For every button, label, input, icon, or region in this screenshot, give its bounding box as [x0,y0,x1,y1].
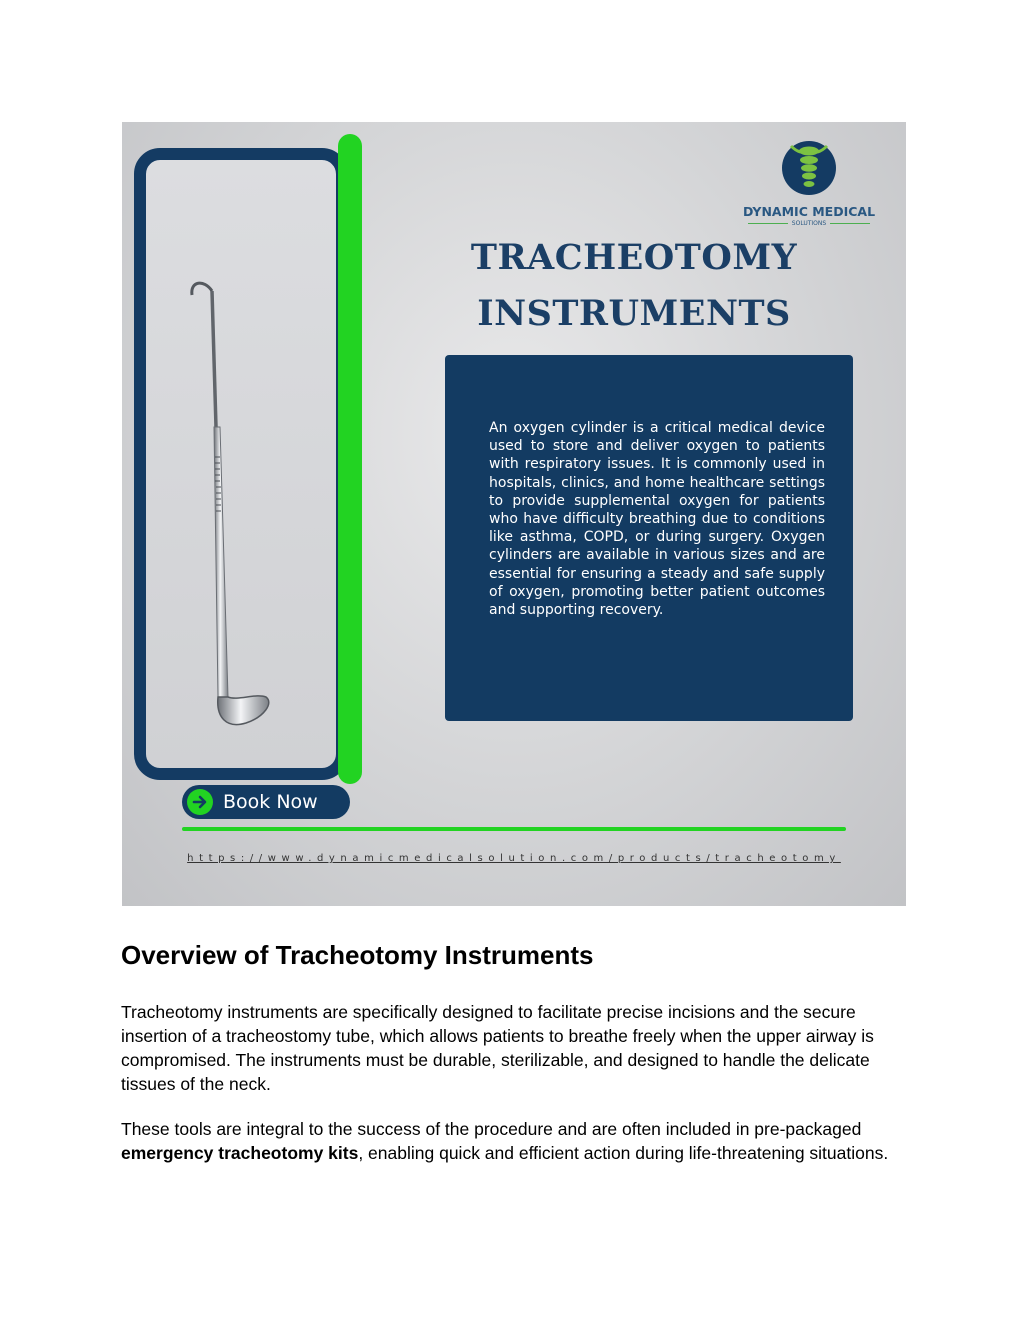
green-divider [182,827,846,831]
company-logo [734,136,884,236]
tracheal-hook-instrument-image [182,277,302,737]
green-accent-bar [338,134,362,784]
paragraph-2 [121,1117,911,1165]
paragraph-2-end: , enabling quick and efficient action during life-threatening situations. [358,1143,889,1163]
product-url[interactable]: https://www.dynamicmedicalsolution.com/products/tracheotomy [187,853,841,864]
banner-title [422,230,846,342]
banner-title-line2: INSTRUMENTS [477,293,791,334]
logo-subtitle: SOLUTIONS [734,220,884,227]
book-now-button[interactable] [182,785,350,819]
banner-title-line1: TRACHEOTOMY [470,237,798,278]
promo-banner [122,122,906,906]
description-box [445,355,853,721]
arrow-right-circle-icon [187,789,213,815]
logo-name: DYNAMIC MEDICAL [742,204,876,219]
spine-logo-icon [779,138,839,198]
paragraph-1: Tracheotomy instruments are specifically designed to facilitate precise incisions and the secure insertion of a tracheostomy tube, which allows patients to breathe freely when the upper airway is compromised. The instruments must be durable, sterilizable, and designed to handle the delicate tissues of the neck. [121,1002,874,1094]
book-now-label: Book Now [223,791,318,813]
paragraph-2-start: These tools are integral to the success of the procedure and are often included in pre-packaged [121,1119,862,1139]
section-heading: Overview of Tracheotomy Instruments [121,940,594,970]
description-text: An oxygen cylinder is a critical medical device used to store and deliver oxygen to patients with respiratory issues. It is commonly used in hospitals, clinics, and home healthcare settings to provide supplemental oxygen for patients who have difficulty breathing due to conditions like asthma, COPD, or during surgery. Oxygen cylinders are available in various sizes and are essential for ensuring a steady and safe supply of oxygen, promoting better patient outcomes and supporting recovery. [489,420,825,619]
emergency-kits-bold: emergency tracheotomy kits [121,1143,359,1163]
